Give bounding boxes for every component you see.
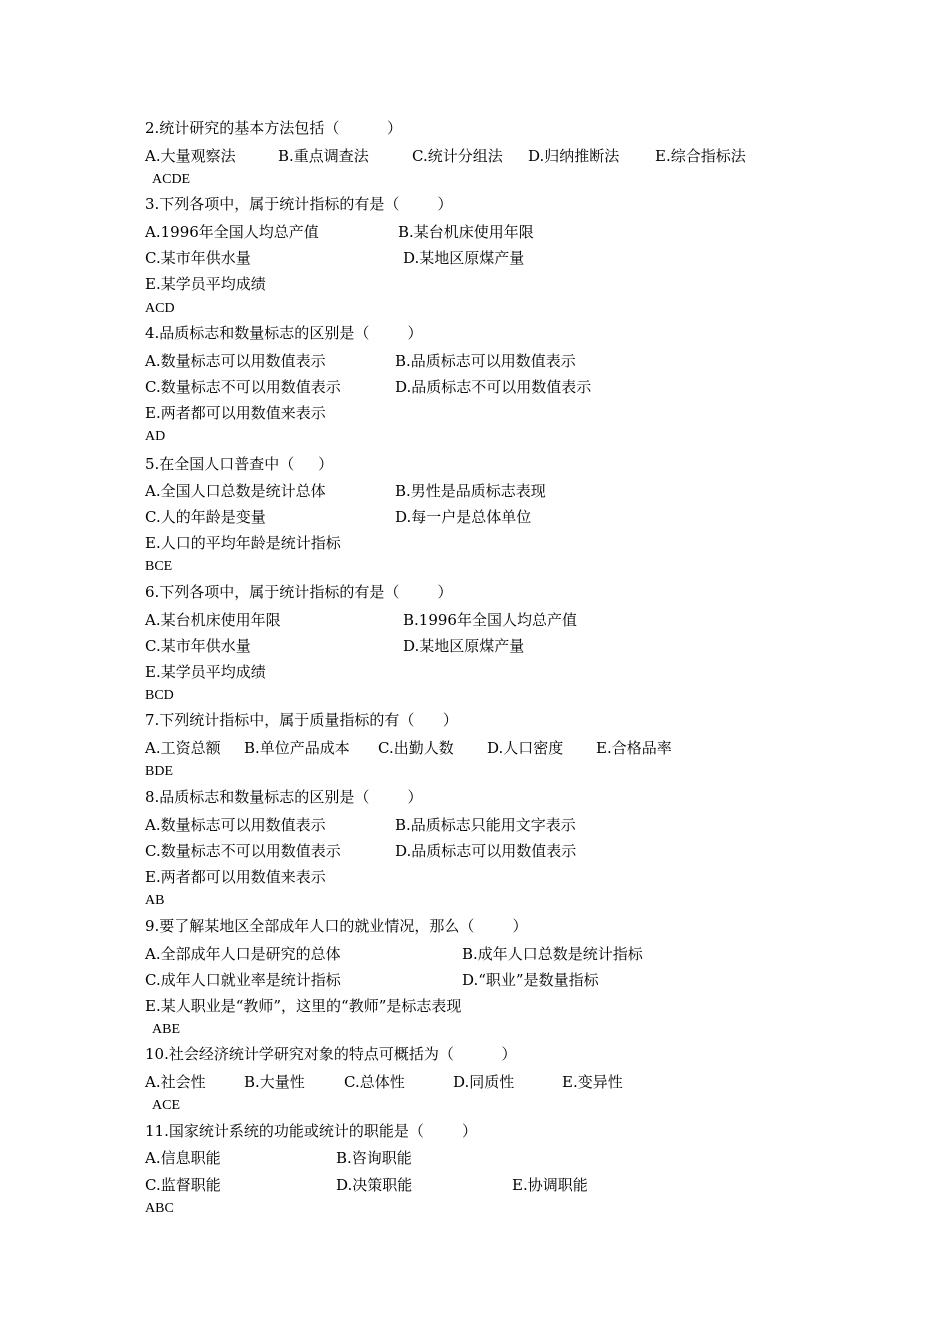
answer-option: E.某学员平均成绩 bbox=[145, 275, 266, 293]
answer-option: E.人口的平均年龄是统计指标 bbox=[145, 534, 341, 552]
question-stem: 3.下列各项中，属于统计指标的有是（ ） bbox=[145, 195, 453, 213]
answer-option: B.男性是品质标志表现 bbox=[395, 482, 546, 500]
answer-option: E.某人职业是“教师”，这里的“教师”是标志表现 bbox=[145, 997, 462, 1015]
answer-option: A.数量标志可以用数值表示 bbox=[145, 816, 326, 834]
answer-key: BDE bbox=[145, 764, 173, 779]
answer-option: A.工资总额 bbox=[145, 739, 221, 757]
answer-key: ACE bbox=[152, 1098, 180, 1113]
answer-option: A.全国人口总数是统计总体 bbox=[145, 482, 326, 500]
answer-key: BCE bbox=[145, 559, 173, 574]
answer-option: E.变异性 bbox=[562, 1073, 623, 1091]
question-stem: 7.下列统计指标中，属于质量指标的有（ ） bbox=[145, 711, 458, 729]
answer-option: E.某学员平均成绩 bbox=[145, 663, 266, 681]
question-stem: 4.品质标志和数量标志的区别是（ ） bbox=[145, 324, 423, 342]
answer-key: BCD bbox=[145, 688, 174, 703]
answer-option: C.监督职能 bbox=[145, 1176, 221, 1194]
answer-option: A.信息职能 bbox=[145, 1149, 221, 1167]
answer-option: C.某市年供水量 bbox=[145, 249, 251, 267]
answer-option: C.总体性 bbox=[344, 1073, 405, 1091]
answer-option: D.某地区原煤产量 bbox=[403, 249, 525, 267]
answer-option: B.大量性 bbox=[244, 1073, 305, 1091]
answer-option: D.每一户是总体单位 bbox=[395, 508, 532, 526]
answer-key: AD bbox=[145, 429, 166, 444]
question-stem: 10.社会经济统计学研究对象的特点可概括为（ ） bbox=[145, 1045, 517, 1063]
answer-option: E.综合指标法 bbox=[655, 147, 746, 165]
answer-option: D.“职业”是数量指标 bbox=[462, 971, 599, 989]
answer-option: D.决策职能 bbox=[336, 1176, 413, 1194]
answer-key: ABC bbox=[145, 1201, 174, 1216]
answer-option: C.出勤人数 bbox=[378, 739, 454, 757]
answer-option: B.某台机床使用年限 bbox=[398, 223, 534, 241]
question-stem: 5.在全国人口普查中（ ） bbox=[145, 455, 334, 473]
answer-option: D.品质标志可以用数值表示 bbox=[395, 842, 577, 860]
answer-option: A.社会性 bbox=[145, 1073, 206, 1091]
answer-option: C.某市年供水量 bbox=[145, 637, 251, 655]
answer-option: C.统计分组法 bbox=[412, 147, 503, 165]
answer-option: B.单位产品成本 bbox=[244, 739, 350, 757]
answer-option: A.大量观察法 bbox=[145, 147, 236, 165]
answer-option: C.成年人口就业率是统计指标 bbox=[145, 971, 341, 989]
answer-key: AB bbox=[145, 893, 165, 908]
answer-option: E.两者都可以用数值来表示 bbox=[145, 404, 326, 422]
answer-option: C.人的年龄是变量 bbox=[145, 508, 266, 526]
answer-option: E.合格品率 bbox=[596, 739, 672, 757]
answer-option: B.品质标志只能用文字表示 bbox=[395, 816, 576, 834]
answer-option: B.重点调查法 bbox=[278, 147, 369, 165]
question-stem: 9.要了解某地区全部成年人口的就业情况，那么（ ） bbox=[145, 917, 528, 935]
answer-key: ACD bbox=[145, 301, 175, 316]
answer-option: A.某台机床使用年限 bbox=[145, 611, 281, 629]
answer-option: D.归纳推断法 bbox=[528, 147, 620, 165]
question-stem: 2.统计研究的基本方法包括（ ） bbox=[145, 119, 402, 137]
answer-option: C.数量标志不可以用数值表示 bbox=[145, 378, 341, 396]
answer-key: ABE bbox=[152, 1022, 180, 1037]
question-stem: 11.国家统计系统的功能或统计的职能是（ ） bbox=[145, 1122, 478, 1140]
answer-option: B.成年人口总数是统计指标 bbox=[462, 945, 643, 963]
answer-option: C.数量标志不可以用数值表示 bbox=[145, 842, 341, 860]
answer-option: D.某地区原煤产量 bbox=[403, 637, 525, 655]
question-stem: 6.下列各项中，属于统计指标的有是（ ） bbox=[145, 583, 453, 601]
answer-option: D.品质标志不可以用数值表示 bbox=[395, 378, 592, 396]
question-stem: 8.品质标志和数量标志的区别是（ ） bbox=[145, 788, 423, 806]
answer-option: A.全部成年人口是研究的总体 bbox=[145, 945, 341, 963]
answer-option: E.协调职能 bbox=[512, 1176, 588, 1194]
answer-option: E.两者都可以用数值来表示 bbox=[145, 868, 326, 886]
answer-key: ACDE bbox=[152, 172, 191, 187]
answer-option: A.1996年全国人均总产值 bbox=[145, 223, 319, 241]
answer-option: B.品质标志可以用数值表示 bbox=[395, 352, 576, 370]
answer-option: D.人口密度 bbox=[487, 739, 564, 757]
answer-option: D.同质性 bbox=[453, 1073, 515, 1091]
answer-option: A.数量标志可以用数值表示 bbox=[145, 352, 326, 370]
answer-option: B.1996年全国人均总产值 bbox=[403, 611, 577, 629]
answer-option: B.咨询职能 bbox=[336, 1149, 412, 1167]
